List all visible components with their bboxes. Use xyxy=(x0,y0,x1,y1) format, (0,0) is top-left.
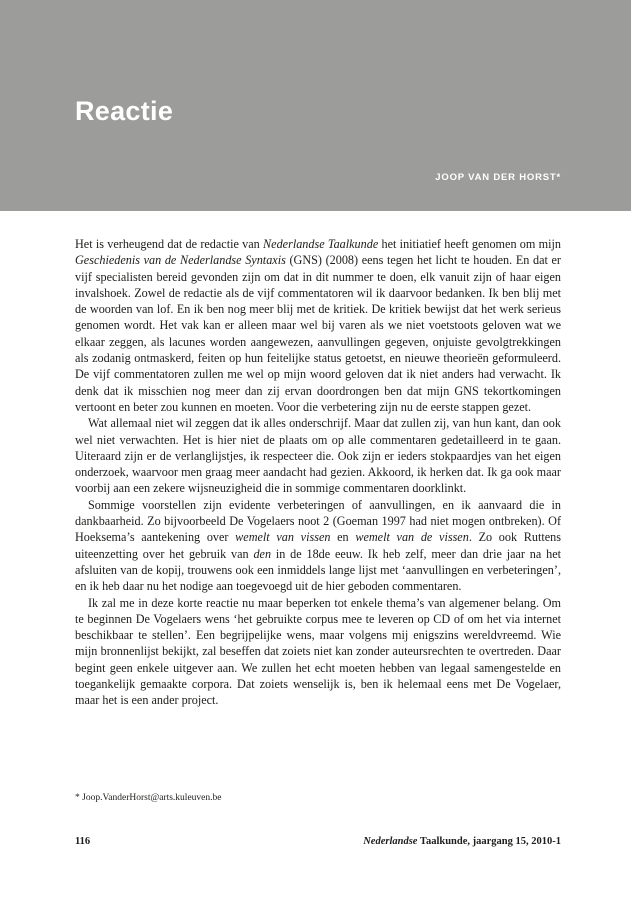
paragraph: Het is verheugend dat de redactie van Nederlandse Taalkunde het initiatief heeft genomen om mijn Geschiedenis van de Nederlandse Syntaxis (GNS) (2008) eens tegen het licht te houden. En dat er vijf specialisten bereid gevonden zijn om dat in dit nummer te doen, elk vanuit zijn of haar eigen invalshoek. Zowel de redactie als de vijf commentatoren wil ik daarvoor bedanken. Ik ben blij met de woorden van lof. En ik ben nog meer blij met de kritiek. De kritiek bewijst dat het werk serieus genomen wordt. Het vak kan er alleen maar wel bij varen als we niet voetstoots geloven wat we elkaar zeggen, als lacunes worden aangewezen, aanvullingen gegeven, onjuiste gevolgtrekkingen als zodanig ontmaskerd, feiten op hun feitelijke status getoetst, en nieuwe theorieën geformuleerd. De vijf commentatoren zullen me wel op mijn woord geloven dat ik niet anders had verwacht. Ik denk dat ik misschien nog meer dan zij ervan doordrongen ben dat mijn GNS tekortkomingen vertoont en beter zou kunnen en moeten. Voor die verbetering zijn nu de eerste stappen gezet. xyxy=(75,237,561,414)
article-body xyxy=(75,236,561,709)
header-banner xyxy=(0,0,631,211)
journal-issue-info: Taalkunde, jaargang 15, 2010-1 xyxy=(417,836,561,847)
paragraph: Ik zal me in deze korte reactie nu maar beperken tot enkele thema’s van algemener belang. Om te beginnen De Vogelaers wens ‘het gebruikte corpus mee te leveren op CD of om het via internet beschikbaar te stellen’. Een begrijpelijke wens, maar volgens mij enigszins wereldvreemd. Wie mijn bronnenlijst bekijkt, zal beseffen dat zoiets niet kan zonder auteursrechten te overtreden. Daar begint geen enkele uitgever aan. We zullen het echt moeten hebben van legaal samengestelde en toegankelijk gemaakte corpora. Dat zoiets wenselijk is, ben ik helemaal eens met De Vogelaer, maar het is een ander project. xyxy=(75,595,561,708)
journal-name-italic: Nederlandse xyxy=(363,836,418,847)
page-number: 116 xyxy=(75,836,91,847)
paragraph: Sommige voorstellen zijn evidente verbeteringen of aanvullingen, en ik aanvaard die in dankbaarheid. Zo bijvoorbeeld De Vogelaers noot 2 (Goeman 1997 had niet mogen ontbreken). Of Hoeksema’s aantekening over wemelt van vissen en wemelt van de vissen. Zo ook Ruttens uiteenzetting over het gebruik van den in de 18de eeuw. Ik heb zelf, meer dan drie jaar na het afsluiten van de kopij, trouwens ook een inmiddels lange lijst met ‘aanvullingen en verbeteringen’, en ik heb daar nu het nodige aan toegevoegd uit de hier geboden commentaren. xyxy=(75,497,562,594)
author-byline: JOOP VAN DER HORST* xyxy=(435,172,561,183)
paragraph: Wat allemaal niet wil zeggen dat ik alles onderschrijf. Maar dat zullen zij, van hun kant, dan ook wel niet verwachten. Het is hier niet de plaats om op alle commentaren gedetailleerd in te gaan. Uiteraard zijn er de verlanglijstjes, ik respecteer die. Ook zijn er ieders stokpaardjes van het eigen onderzoek, waarvoor men graag meer aandacht had gezien. Akkoord, ik herken dat. Ik ga ook maar voorbij aan een zekere wijsneuzigheid die in sommige commentaren doorklinkt. xyxy=(75,416,561,496)
journal-line xyxy=(363,836,561,847)
page-footer xyxy=(75,836,561,847)
page-title: Reactie xyxy=(75,96,174,126)
footnote-email: * Joop.VanderHorst@arts.kuleuven.be xyxy=(75,793,222,803)
